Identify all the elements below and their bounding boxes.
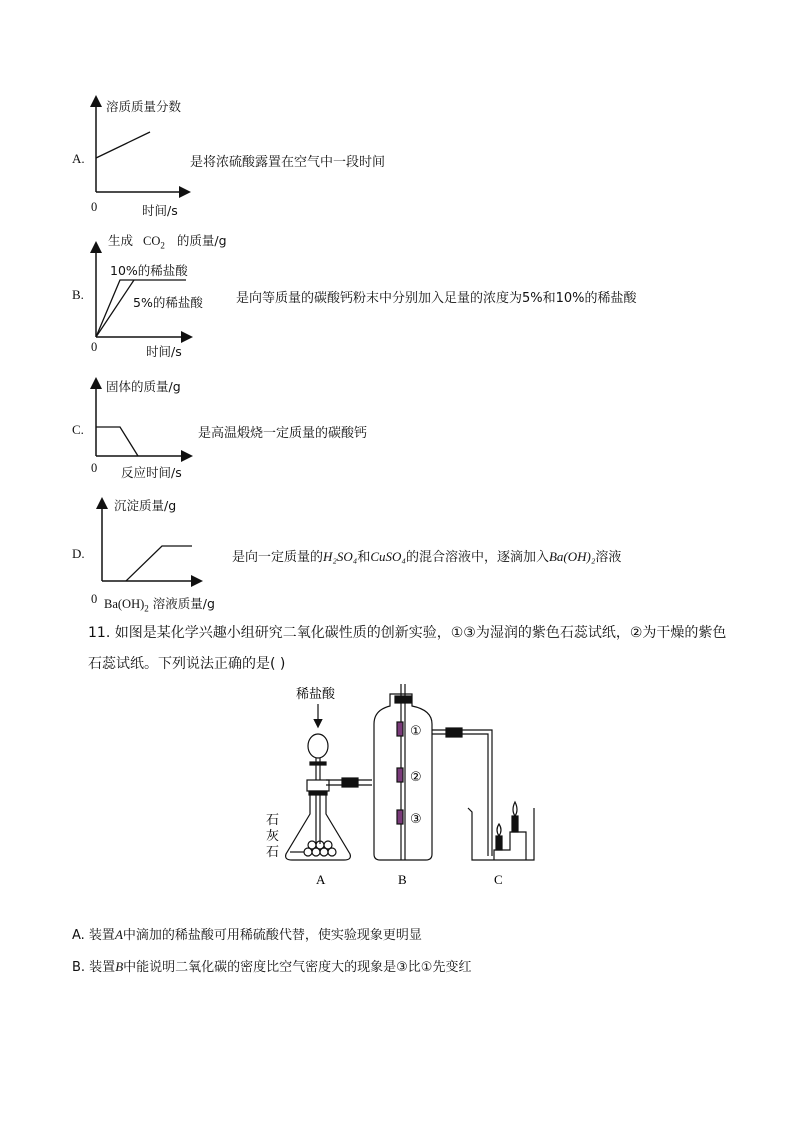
reagent-label: 稀盐酸 — [296, 687, 336, 702]
flask-stopper — [307, 780, 329, 791]
option-c-ylabel: 固体的质量/g — [106, 379, 181, 394]
test-paper-3 — [397, 810, 403, 824]
option-d-origin: 0 — [91, 592, 98, 606]
curve-line — [126, 546, 192, 581]
stone-label-3: 石 — [266, 845, 280, 860]
paper-label-3: ③ — [410, 812, 422, 827]
option-d-xlabel: $Ba(OH)_2$ 溶液质量/g — [104, 596, 215, 614]
option-a-statement: 是将浓硫酸露置在空气中一段时间 — [190, 155, 386, 170]
option-c-statement: 是高温煅烧一定质量的碳酸钙 — [198, 426, 368, 441]
option-b-line1-label: 10%的稀盐酸 — [110, 263, 188, 278]
formula-cuso4: CuSO₄ — [370, 549, 406, 564]
option-c-origin: 0 — [91, 461, 98, 475]
question-11-line2: 石蕊试纸。下列说法正确的是( ) — [88, 656, 286, 672]
option-b-ylabel: 生成 $CO_2$ 的质量/g — [108, 233, 227, 251]
option-a-letter: A. — [72, 151, 85, 166]
beaker-c — [468, 808, 534, 860]
tube-b-to-c — [432, 730, 492, 856]
stone-label-1: 石 — [266, 813, 280, 828]
formula-h2so4: H₂SO₄ — [323, 549, 358, 564]
test-paper-1 — [397, 722, 403, 736]
test-paper-2 — [397, 768, 403, 782]
curve-line — [96, 427, 138, 456]
candle-high — [512, 816, 518, 832]
question-11-line1: 11. 如图是某化学兴趣小组研究二氧化碳性质的创新实验，①③为湿润的紫色石蕊试纸，②为干燥的紫色 — [88, 625, 727, 641]
option-c-xlabel: 反应时间/s — [121, 465, 182, 480]
option-b-xlabel: 时间/s — [146, 344, 182, 359]
option-a-origin: 0 — [91, 200, 98, 214]
option-d-letter: D. — [72, 546, 85, 561]
option-b-origin: 0 — [91, 340, 98, 354]
answer-a: A. 装置A中滴加的稀盐酸可用稀硫酸代替，使实验现象更明显 — [72, 927, 422, 943]
device-label-b: B — [398, 872, 407, 887]
paper-label-1: ① — [410, 724, 422, 739]
answer-b: B. 装置B中能说明二氧化碳的密度比空气密度大的现象是③比①先变红 — [72, 959, 472, 975]
device-label-c: C — [494, 872, 503, 887]
option-d-ylabel: 沉淀质量/g — [114, 498, 177, 513]
apparatus-diagram — [262, 684, 542, 894]
conical-flask-a — [286, 795, 351, 860]
option-a-ylabel: 溶质质量分数 — [106, 99, 182, 114]
curve-5-percent — [96, 280, 134, 337]
option-b-letter: B. — [72, 287, 84, 302]
curve-line — [96, 132, 150, 158]
option-b-line2-label: 5%的稀盐酸 — [133, 295, 203, 310]
option-d-statement: 是向一定质量的H₂SO₄和CuSO₄的混合溶液中，逐滴加入Ba(OH)₂溶液 — [232, 549, 622, 565]
device-label-a: A — [316, 872, 326, 887]
separatory-funnel — [308, 734, 328, 758]
paper-label-2: ② — [410, 770, 422, 785]
option-b-statement: 是向等质量的碳酸钙粉末中分别加入足量的浓度为5%和10%的稀盐酸 — [236, 291, 637, 306]
option-a-xlabel: 时间/s — [142, 203, 178, 218]
candle-low — [496, 836, 502, 850]
stone-label-2: 灰 — [266, 829, 280, 844]
option-c-letter: C. — [72, 422, 84, 437]
formula-baoh2: Ba(OH)₂ — [548, 549, 596, 564]
